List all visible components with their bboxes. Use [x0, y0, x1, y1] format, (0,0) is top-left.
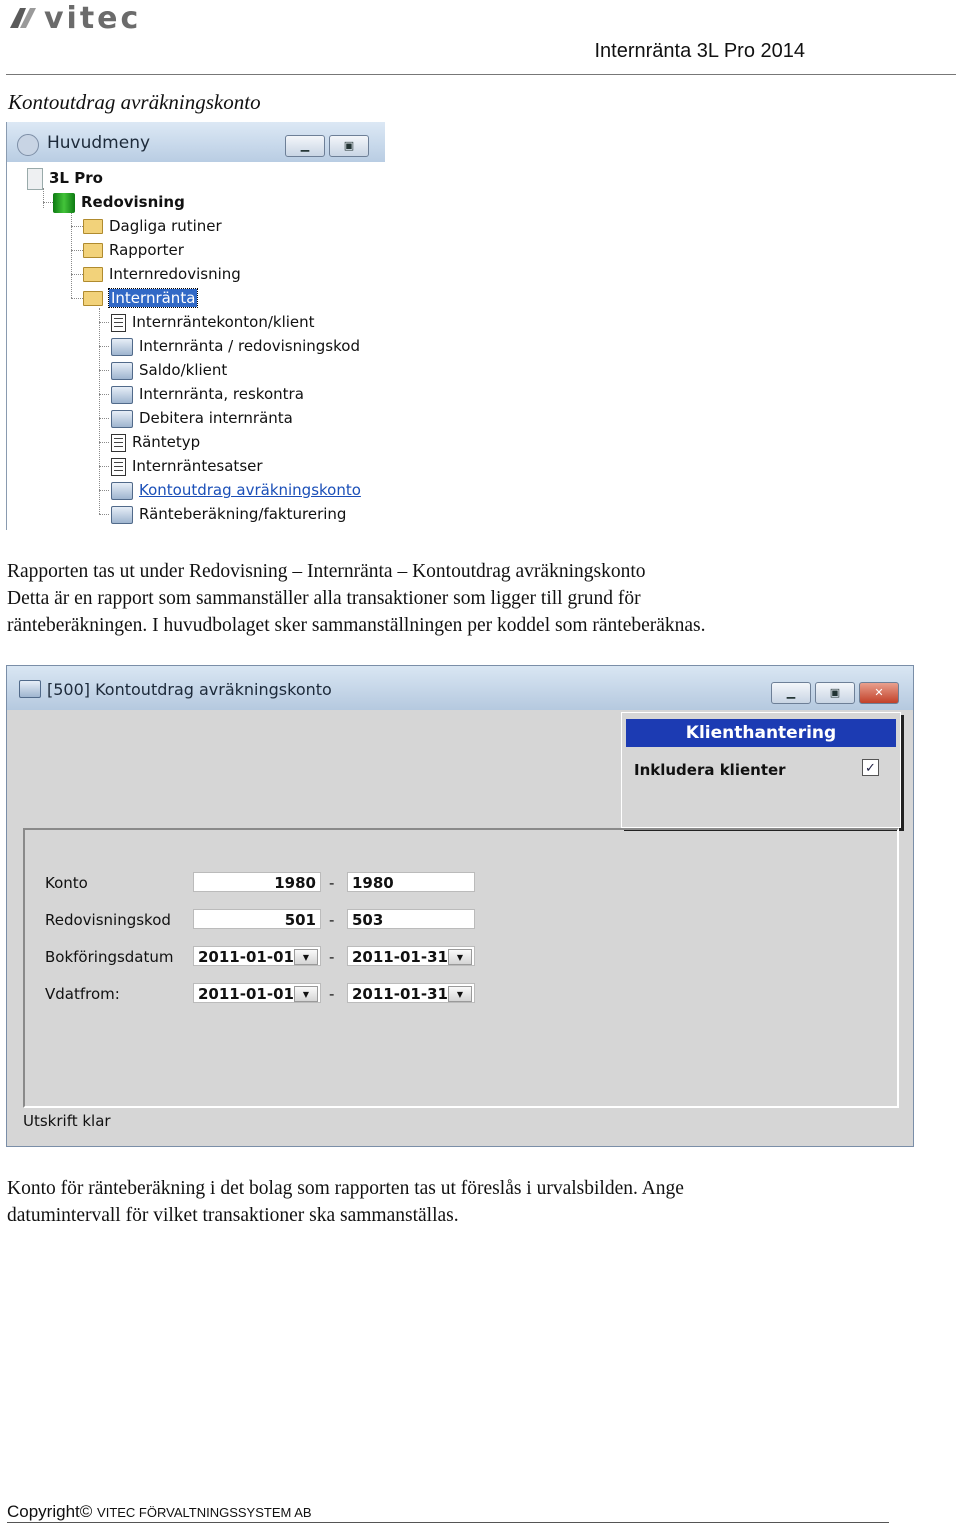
tree-item[interactable] [111, 431, 200, 453]
printer-icon [111, 506, 133, 524]
tree-item[interactable] [111, 503, 346, 525]
tree-item-label: Internränta / redovisningskod [139, 337, 360, 355]
tree-item[interactable] [111, 311, 315, 333]
chevron-down-icon[interactable]: ▼ [448, 949, 472, 965]
kontoutdrag-window [6, 665, 914, 1147]
tree-folder[interactable] [83, 215, 222, 237]
date-value: 2011-01-01 [198, 948, 294, 966]
tree-group-label: Redovisning [81, 193, 185, 211]
open-folder-icon [83, 291, 103, 306]
tree-root-label: 3L Pro [49, 169, 103, 187]
tree-item[interactable] [111, 407, 293, 429]
vdatfrom-from-picker[interactable] [193, 983, 321, 1003]
folder-icon [83, 243, 103, 258]
bokforingsdatum-from-picker[interactable] [193, 946, 321, 966]
chevron-down-icon[interactable]: ▼ [294, 986, 318, 1002]
range-separator: - [329, 874, 335, 892]
printer-icon [111, 410, 133, 428]
tree-item-label: Internräntekonton/klient [132, 313, 315, 331]
klienthantering-panel [621, 712, 901, 828]
maximize-button[interactable]: ▣ [329, 135, 369, 157]
minimize-button[interactable]: ▁ [771, 682, 811, 704]
tree-folder-label: Internredovisning [109, 265, 241, 283]
tree-item-label: Internränta, reskontra [139, 385, 304, 403]
footer-divider [7, 1522, 889, 1523]
bokforingsdatum-label: Bokföringsdatum [45, 948, 174, 966]
tree-folder-label: Rapporter [109, 241, 184, 259]
window-title: Huvudmeny [47, 133, 151, 153]
menu-tree [7, 162, 385, 530]
redovisningskod-to-input[interactable]: 503 [347, 909, 475, 929]
header-divider [6, 74, 956, 75]
chevron-down-icon[interactable]: ▼ [294, 949, 318, 965]
date-value: 2011-01-01 [198, 985, 294, 1003]
intro-paragraph [7, 558, 706, 639]
tree-item-label: Kontoutdrag avräkningskonto [139, 481, 361, 499]
minimize-button[interactable]: ▁ [285, 135, 325, 157]
konto-to-input[interactable]: 1980 [347, 872, 475, 892]
list-icon [27, 168, 43, 190]
paragraph-line: Detta är en rapport som sammanställer alla transaktioner som ligger till grund för [7, 588, 641, 609]
tree-group-redovisning[interactable] [53, 191, 185, 213]
tree-folder-internranta[interactable] [83, 287, 197, 309]
tree-item-label: Saldo/klient [139, 361, 228, 379]
doc-title: Internränta 3L Pro 2014 [594, 40, 805, 62]
vdatfrom-label: Vdatfrom: [45, 985, 120, 1003]
folder-icon [83, 219, 103, 234]
chevron-down-icon[interactable]: ▼ [448, 986, 472, 1002]
tree-item-label: Räntetyp [132, 433, 201, 451]
company-name: VITEC FÖRVALTNINGSSYSTEM AB [97, 1505, 312, 1520]
redovisningskod-label: Redovisningskod [45, 911, 171, 929]
document-icon [111, 314, 126, 332]
tree-item[interactable] [111, 383, 304, 405]
printer-icon [111, 338, 133, 356]
document-icon [111, 434, 126, 452]
tree-item-label: Ränteberäkning/fakturering [139, 505, 347, 523]
book-icon [53, 193, 75, 213]
redovisningskod-from-input[interactable]: 501 [193, 909, 321, 929]
maximize-button[interactable]: ▣ [815, 682, 855, 704]
paragraph-line: Konto för ränteberäkning i det bolag som rapporten tas ut föreslås i urvalsbilden. Ange [7, 1178, 684, 1199]
range-separator: - [329, 985, 335, 1003]
tree-folder[interactable] [83, 239, 184, 261]
footer [7, 1502, 312, 1522]
kontoutdrag-titlebar [7, 666, 913, 710]
paragraph-line: datumintervall för vilket transaktioner ska sammanställas. [7, 1205, 459, 1226]
konto-label: Konto [45, 874, 88, 892]
vdatfrom-to-picker[interactable] [347, 983, 475, 1003]
range-separator: - [329, 911, 335, 929]
copyright-text: Copyright© [7, 1502, 93, 1521]
logo-text: vitec [44, 2, 142, 36]
paragraph-line: ränteberäkningen. I huvudbolaget sker sammanställningen per koddel som ränteberäknas. [7, 615, 706, 636]
printer-icon [111, 386, 133, 404]
inkludera-klienter-label: Inkludera klienter [634, 761, 786, 779]
close-button[interactable]: ✕ [859, 682, 899, 704]
tree-item[interactable] [111, 335, 360, 357]
tree-item[interactable] [111, 455, 263, 477]
tree-folder-label: Internränta [111, 289, 196, 307]
app-icon [17, 134, 39, 156]
tree-item-label: Internräntesatser [132, 457, 263, 475]
window-title: [500] Kontoutdrag avräkningskonto [47, 680, 332, 699]
document-icon [111, 458, 126, 476]
huvudmeny-titlebar [7, 122, 385, 162]
paragraph-line: Rapporten tas ut under Redovisning – Internränta – Kontoutdrag avräkningskonto [7, 561, 646, 582]
huvudmeny-window [6, 122, 385, 530]
date-value: 2011-01-31 [352, 948, 448, 966]
tree-root[interactable] [27, 167, 103, 189]
folder-icon [83, 267, 103, 282]
klienthantering-heading: Klienthantering [626, 719, 896, 747]
printer-icon [111, 482, 133, 500]
date-value: 2011-01-31 [352, 985, 448, 1003]
konto-from-input[interactable]: 1980 [193, 872, 321, 892]
tree-item-kontoutdrag[interactable] [111, 479, 361, 501]
tree-item[interactable] [111, 359, 227, 381]
vitec-logo [6, 2, 196, 36]
selection-panel [23, 828, 899, 1108]
bokforingsdatum-to-picker[interactable] [347, 946, 475, 966]
inkludera-klienter-checkbox[interactable]: ✓ [862, 759, 879, 776]
tree-folder[interactable] [83, 263, 241, 285]
tree-folder-label: Dagliga rutiner [109, 217, 222, 235]
status-text: Utskrift klar [23, 1112, 111, 1130]
range-separator: - [329, 948, 335, 966]
printer-icon [111, 362, 133, 380]
section-title: Kontoutdrag avräkningskonto [8, 90, 261, 114]
explanation-paragraph [7, 1175, 684, 1229]
printer-icon [19, 680, 41, 698]
tree-item-label: Debitera internränta [139, 409, 293, 427]
